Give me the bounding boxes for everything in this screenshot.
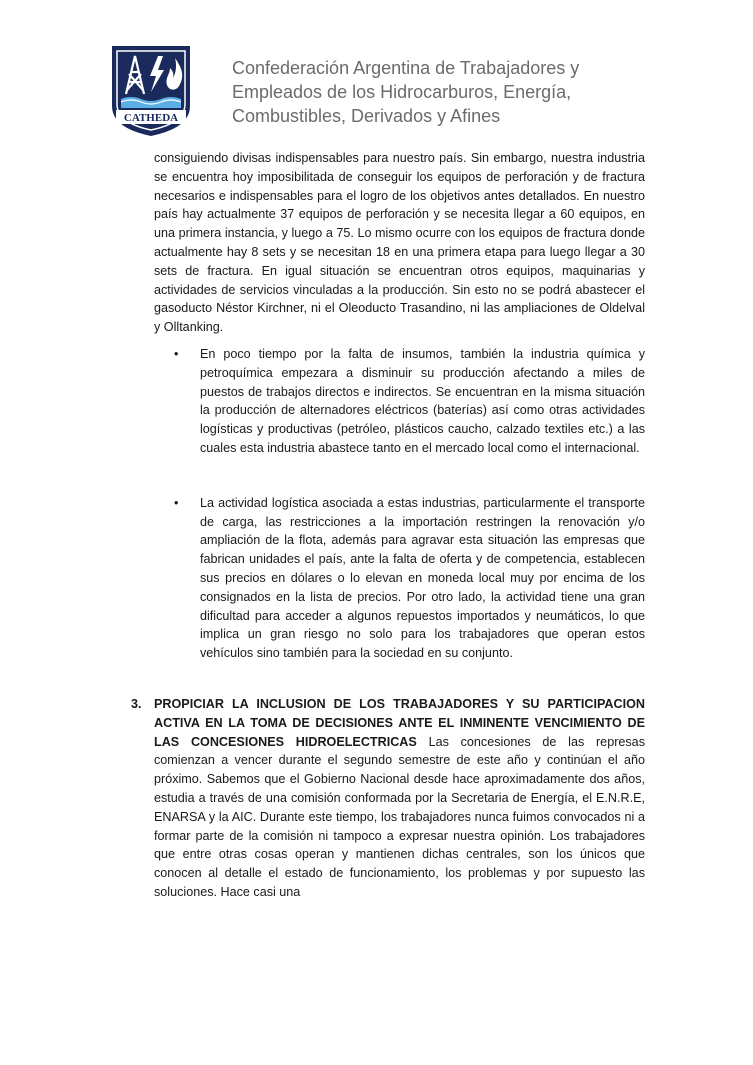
bullet-text: La actividad logística asociada a estas industrias, particularmente el transporte de carga, las restricciones a la importación restringen la renovación y/o ampliación de la flota, además para agravar esta situación las empresas que fabrican unidades el país, ante la falta de oferta y de competencia, establecen sus precios en dólares o lo elevan en moneda local muy por encima de los consignados en la lista de precios. Por otro lado, la actividad tiene una gran dificultad para acceder a algunos repuestos importados y neumáticos, lo que implica un gran riesgo no solo para los trabajadores que operan estos vehículos sino también para la sociedad en su conjunto. [200, 495, 645, 661]
bullet-icon: • [174, 495, 179, 510]
section-3 [131, 695, 645, 902]
org-name-line-2: Empleados de los Hidrocarburos, Energía, [232, 82, 572, 102]
bullet-list [154, 345, 645, 663]
section-body: Las concesiones de las represas comienzan a vencer durante el segundo semestre de este año y continúan el año próximo. Sabemos que el Gobierno Nacional desde hace aproximadamente dos años, estudia a través de una comisión conformada por la Secretaria de Energía, el E.N.R.E, ENARSA y la AIC. Durante este tiempo, los trabajadores nunca fuimos convocados ni a formar parte de la comisión ni tampoco a expresar nuestra opinión. Los trabajadores que entre otras cosas operan y mantienen dichas centrales, son los únicos que conocen al detalle el estado de funcionamiento, los problemas y por supuesto las soluciones. Hace casi una [154, 734, 645, 899]
bullet-item [154, 494, 645, 663]
document-body [131, 149, 645, 902]
bullet-icon: • [174, 346, 179, 361]
intro-paragraph: consiguiendo divisas indispensables para nuestro país. Sin embargo, nuestra industria se encuentra hoy imposibilitada de conseguir los equipos de perforación y de fractura necesarios e indispensables para el logro de los objetivos antes detallados. En nuestro país hay actualmente 37 equipos de perforación y se necesita llegar a 60 equipos, en una primera instancia, y luego a 75. Lo mismo ocurre con los equipos de fractura donde actualmente hay 8 sets y se necesitan 18 en una primera etapa para luego llegar a 30 sets de fractura. En igual situación se encuentran otros equipos, maquinarias y actividades de servicios vinculadas a la producción. Sin esto no se podrá abastecer el gasoducto Néstor Kirchner, ni el Oleoducto Trasandino, ni las ampliaciones de Oldelval y Olltanking. [154, 151, 645, 335]
org-name-line-3: Combustibles, Derivados y Afines [232, 106, 501, 126]
section-number: 3. [131, 696, 142, 711]
bullet-text: En poco tiempo por la falta de insumos, también la industria química y petroquímica empezara a disminuir su producción afectando a miles de puestos de trabajos directos e indirectos. Se encuentran en la misma situación la producción de alternadores eléctricos (baterías) así como otras actividades logísticas y productivas (petróleo, plásticos caucho, calzado textiles etc.) a las cuales esta industria abastece tanto en el mercado local como el internacional. [200, 346, 645, 455]
organization-name [232, 56, 672, 128]
catheda-logo [106, 42, 196, 138]
bullet-item [154, 345, 645, 458]
org-name-line-1: Confederación Argentina de Trabajadores y [232, 58, 580, 78]
logo-text: CATHEDA [123, 112, 179, 124]
section-heading: PROPICIAR LA INCLUSION DE LOS TRABAJADORES Y SU PARTICIPACION ACTIVA EN LA TOMA DE DECISIONES ANTE EL INMINENTE VENCIMIENTO DE LAS CONCESIONES HIDROELECTRICAS [154, 696, 645, 749]
letterhead [106, 40, 666, 140]
